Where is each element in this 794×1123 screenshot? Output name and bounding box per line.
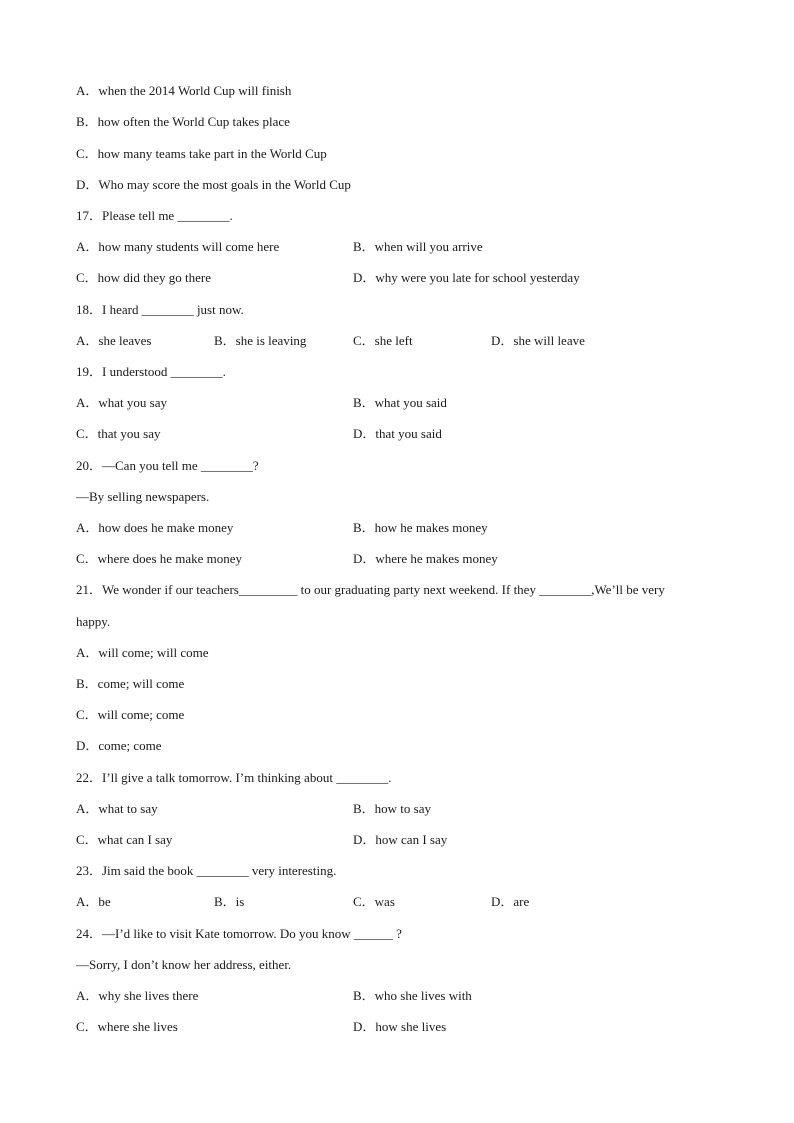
q19-option-a: A．what you say [76,395,167,410]
q19-stem: 19．I understood ________. [76,364,226,379]
q23-option-a: A．be [76,894,111,909]
q23-option-b: B．is [214,894,245,909]
q19-option-d: D．that you said [353,426,442,441]
q17-option-b: B．when will you arrive [353,239,483,254]
q18-option-d: D．she will leave [491,333,585,348]
q23-option-d: D．are [491,894,530,909]
q19-option-b: B．what you said [353,395,447,410]
q17-stem: 17．Please tell me ________. [76,208,233,223]
q22-option-a: A．what to say [76,801,158,816]
q17-option-a: A．how many students will come here [76,239,280,254]
q20-reply: —By selling newspapers. [76,489,210,504]
q17-option-d: D．why were you late for school yesterday [353,270,580,285]
q21-option-c: C．will come; come [76,707,185,722]
q22-option-c: C．what can I say [76,832,173,847]
q18-stem: 18．I heard ________ just now. [76,302,244,317]
q21-stem-line2: happy. [76,614,111,629]
q22-option-b: B．how to say [353,801,432,816]
q19-option-c: C．that you say [76,426,161,441]
q16-option-b: B．how often the World Cup takes place [76,114,290,129]
q24-stem: 24．—I’d like to visit Kate tomorrow. Do you know ______ ? [76,926,402,941]
q16-option-c: C．how many teams take part in the World Cup [76,146,327,161]
q16-option-a: A．when the 2014 World Cup will finish [76,83,292,98]
q20-option-c: C．where does he make money [76,551,243,566]
q18-option-c: C．she left [353,333,413,348]
q24-option-d: D．how she lives [353,1019,447,1034]
q23-option-c: C．was [353,894,395,909]
q24-option-b: B．who she lives with [353,988,472,1003]
q17-option-c: C．how did they go there [76,270,212,285]
q22-option-d: D．how can I say [353,832,448,847]
q21-stem-line1: 21．We wonder if our teachers_________ to our graduating party next weekend. If they ________,We’ll be very [76,582,665,597]
q21-option-a: A．will come; will come [76,645,209,660]
q21-option-d: D．come; come [76,738,162,753]
q24-reply: —Sorry, I don’t know her address, either. [76,957,292,972]
q20-stem: 20．—Can you tell me ________? [76,458,259,473]
q18-option-b: B．she is leaving [214,333,307,348]
q20-option-d: D．where he makes money [353,551,498,566]
q24-option-a: A．why she lives there [76,988,199,1003]
q16-option-d: D．Who may score the most goals in the World Cup [76,177,351,192]
q21-option-b: B．come; will come [76,676,185,691]
q20-option-a: A．how does he make money [76,520,234,535]
q24-option-c: C．where she lives [76,1019,178,1034]
q20-option-b: B．how he makes money [353,520,488,535]
q23-stem: 23．Jim said the book ________ very interesting. [76,863,337,878]
q18-option-a: A．she leaves [76,333,152,348]
q22-stem: 22．I’ll give a talk tomorrow. I’m thinking about ________. [76,770,392,785]
